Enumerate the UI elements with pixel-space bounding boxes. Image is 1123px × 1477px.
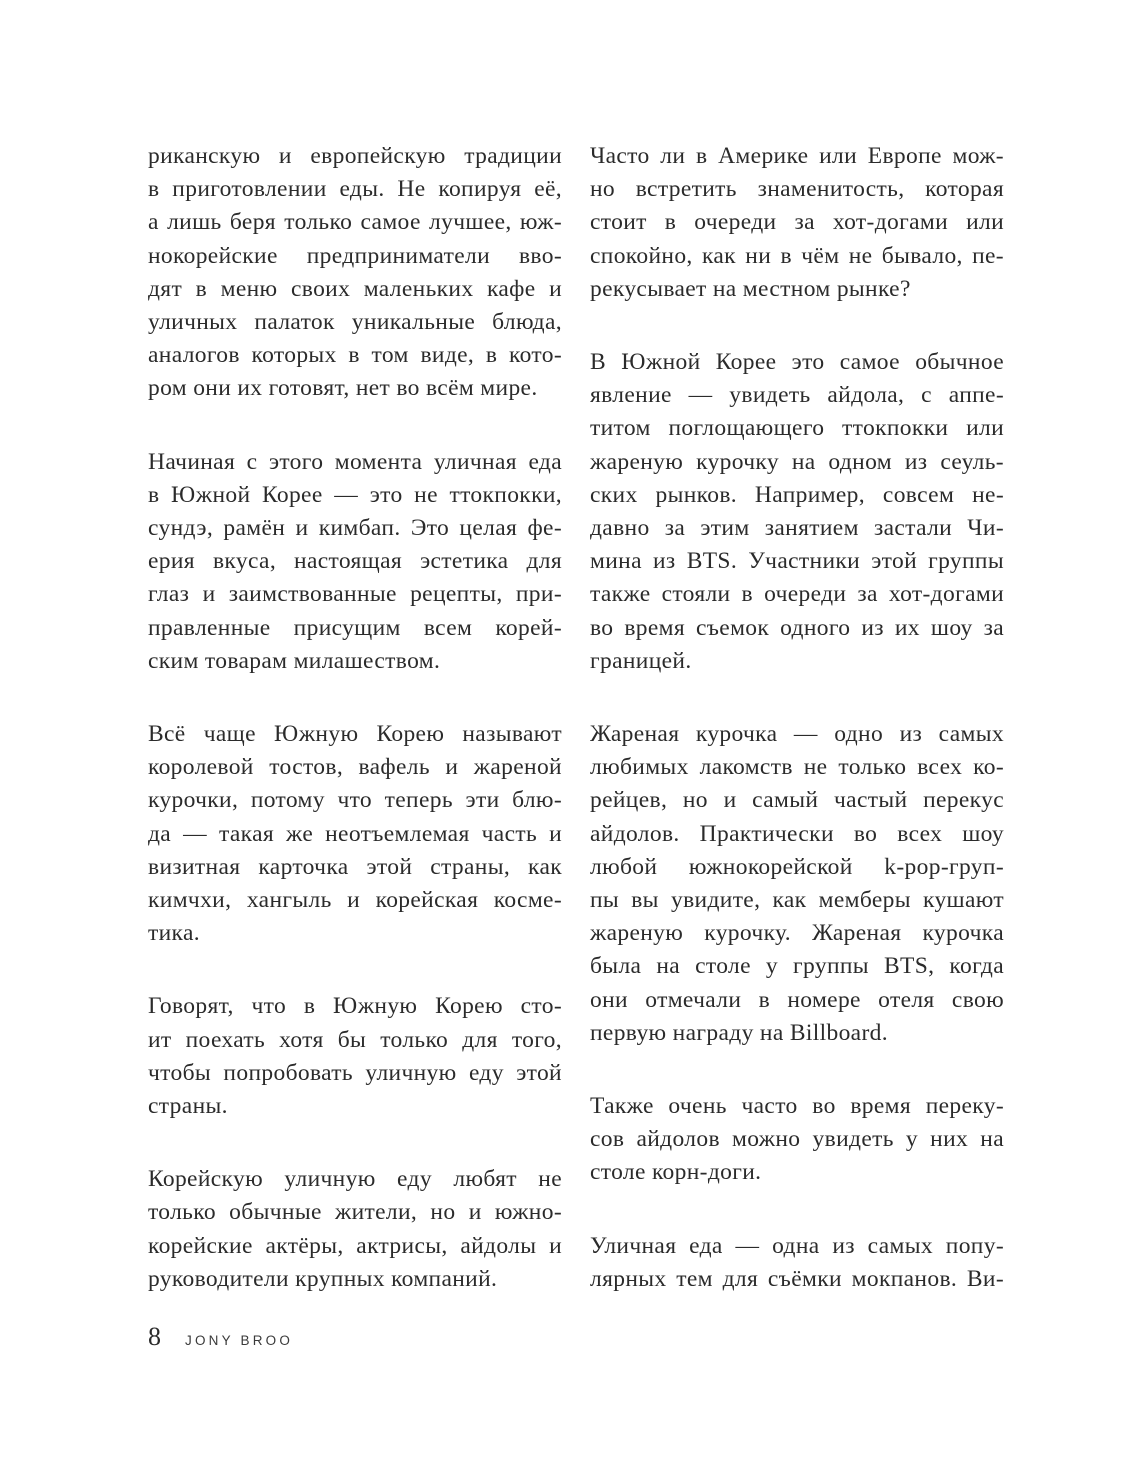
text-line: жареную курочку на одном из сеуль- [590, 448, 1004, 475]
text-line: Уличная еда — одна из самых попу- [590, 1232, 1004, 1259]
text-line: айдолов. Практически во всех шоу [590, 820, 1004, 847]
text-line: пы вы увидите, как мемберы кушают [590, 887, 1004, 914]
paragraph [148, 990, 562, 1123]
right-text-column [590, 140, 1004, 1336]
text-line: корейские актёры, актрисы, айдолы и [148, 1232, 562, 1259]
text-line: но встретить знаменитость, которая [590, 176, 1004, 203]
text-line: чтобы попробовать уличную еду этой [148, 1059, 562, 1086]
text-line: в Южной Корее — это не ттокпокки, [148, 481, 562, 508]
text-line: спокойно, как ни в чём не бывало, пе- [590, 242, 1004, 269]
text-line: аналогов которых в том виде, в кото- [148, 342, 562, 369]
text-line: лярных тем для съёмки мокпанов. Ви- [590, 1265, 1004, 1292]
text-line: в приготовлении еды. Не копируя её, [148, 176, 562, 203]
text-line: ит поехать хотя бы только для того, [148, 1026, 562, 1053]
paragraph [148, 446, 562, 678]
paragraph [590, 1230, 1004, 1296]
text-line: была на столе у группы BTS, когда [590, 953, 1004, 980]
text-line: тика. [148, 920, 200, 947]
text-line: визитная карточка этой страны, как [148, 853, 562, 880]
text-line: глаз и заимствованные рецепты, при- [148, 581, 562, 608]
text-line: любимых лакомств не только всех ко- [590, 754, 1004, 781]
paragraph [590, 718, 1004, 1050]
text-line: жареную курочку. Жареная курочка [590, 920, 1004, 947]
text-line: давно за этим занятием застали Чи- [590, 515, 1004, 542]
text-line: только обычные жители, но и южно- [148, 1199, 562, 1226]
text-line: столе корн-доги. [590, 1159, 762, 1186]
paragraph [590, 346, 1004, 678]
text-line: рейцев, но и самый частый перекус [590, 787, 1004, 814]
text-line: ских рынков. Например, совсем не- [590, 481, 1004, 508]
page-footer [148, 1322, 293, 1352]
text-line: стоит в очереди за хот-догами или [590, 209, 1004, 236]
text-line: Начиная с этого момента уличная еда [148, 448, 562, 475]
text-line: также стояли в очереди за хот-догами [590, 581, 1004, 608]
text-line: дят в меню своих маленьких кафе и [148, 275, 562, 302]
text-line: правленные присущим всем корей- [148, 614, 562, 641]
text-line: страны. [148, 1093, 228, 1120]
text-line: ром они их готовят, нет во всём мире. [148, 375, 538, 402]
text-line: первую награду на Billboard. [590, 1019, 888, 1046]
text-line: Также очень часто во время переку- [590, 1093, 1004, 1120]
text-line: Говорят, что в Южную Корею сто- [148, 993, 562, 1020]
text-line: Жареная курочка — одно из самых [590, 721, 1004, 748]
text-line: мина из BTS. Участники этой группы [590, 548, 1004, 575]
text-line: риканскую и европейскую традиции [148, 143, 562, 169]
text-line: да — такая же неотъемлемая часть и [148, 820, 562, 847]
text-line: кимчхи, хангыль и корейская косме- [148, 887, 562, 914]
text-line: рекусывает на местном рынке? [590, 275, 911, 302]
text-line: титом поглощающего ттокпокки или [590, 415, 1004, 442]
text-line: любой южнокорейской k-pop-груп- [590, 853, 1004, 880]
left-text-column [148, 140, 562, 1336]
paragraph [148, 718, 562, 950]
text-line: уличных палаток уникальные блюда, [148, 309, 562, 336]
paragraph [148, 1163, 562, 1296]
text-line: руководители крупных компаний. [148, 1265, 498, 1292]
text-line: явление — увидеть айдола, с аппе- [590, 382, 1004, 409]
text-line: Корейскую уличную еду любят не [148, 1166, 562, 1193]
text-line: ским товарам милашеством. [148, 647, 441, 674]
text-line: курочки, потому что теперь эти блю- [148, 787, 562, 814]
paragraph [590, 140, 1004, 306]
text-line: королевой тостов, вафель и жареной [148, 754, 562, 781]
text-line: границей. [590, 647, 692, 674]
text-line: Часто ли в Америке или Европе мож- [590, 143, 1004, 169]
paragraph [148, 140, 562, 406]
text-line: во время съемок одного из их шоу за [590, 614, 1004, 641]
text-line: сундэ, рамён и кимбап. Это целая фе- [148, 515, 562, 542]
text-line: сов айдолов можно увидеть у них на [590, 1126, 1004, 1153]
text-line: ерия вкуса, настоящая эстетика для [148, 548, 562, 575]
text-line: а лишь беря только самое лучшее, юж- [148, 209, 562, 236]
paragraph [590, 1090, 1004, 1190]
text-line: нокорейские предприниматели вво- [148, 242, 562, 269]
text-line: В Южной Корее это самое обычное [590, 349, 1004, 376]
text-line: Всё чаще Южную Корею называют [148, 721, 562, 748]
text-line: они отмечали в номере отеля свою [590, 986, 1004, 1013]
running-head-author: JONY BROO [185, 1333, 294, 1348]
page-number: 8 [148, 1322, 161, 1351]
